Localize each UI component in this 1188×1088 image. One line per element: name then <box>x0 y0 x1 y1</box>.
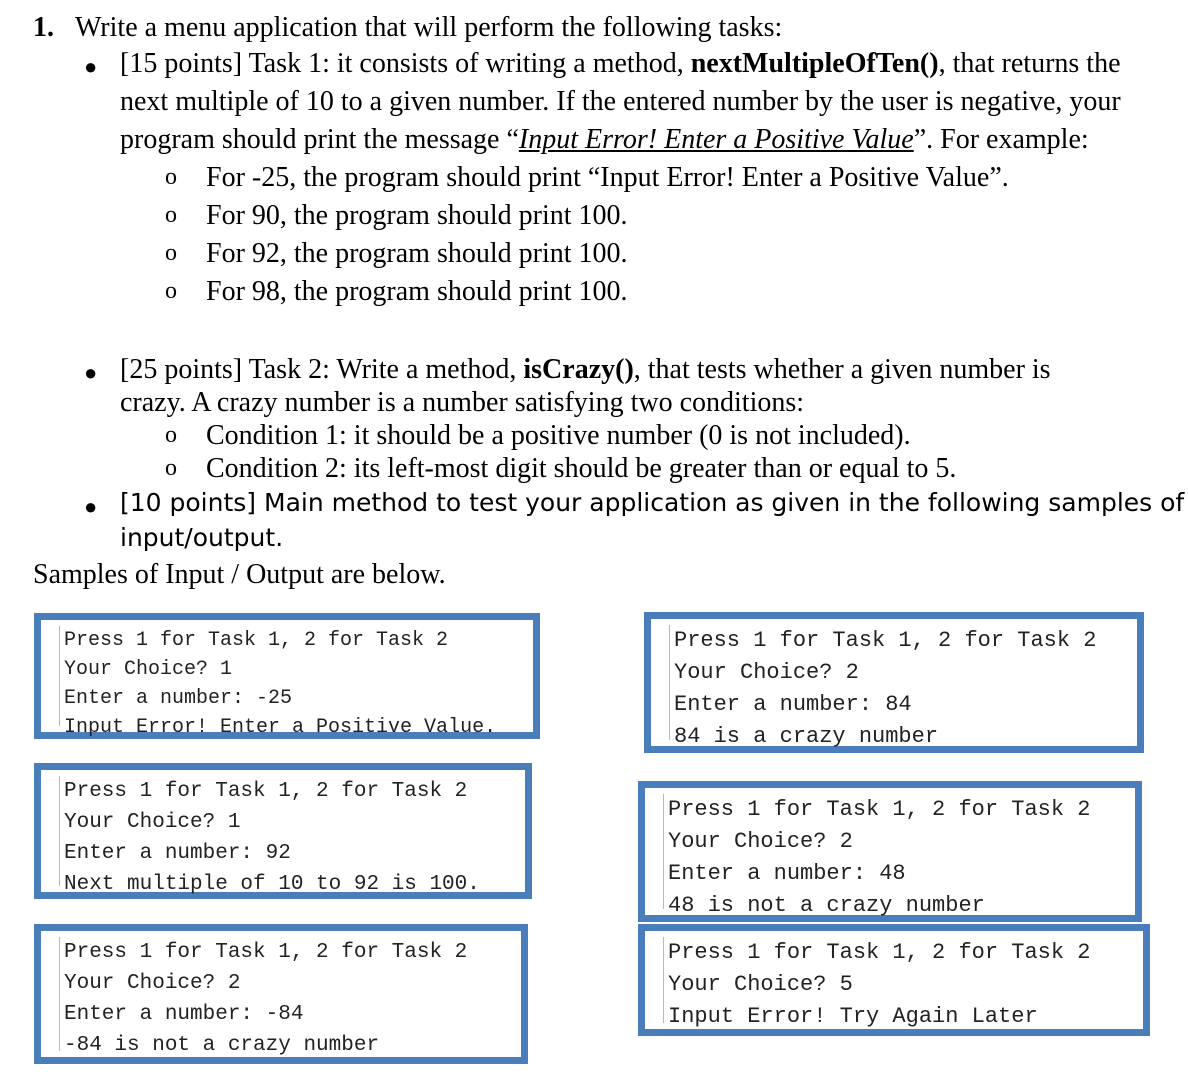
console-line: Press 1 for Task 1, 2 for Task 2 <box>64 780 468 803</box>
error-message: Input Error! Enter a Positive Value <box>518 124 914 155</box>
console-line: Press 1 for Task 1, 2 for Task 2 <box>64 941 468 964</box>
task2-method: isCrazy() <box>523 354 634 385</box>
console-line: Press 1 for Task 1, 2 for Task 2 <box>668 940 1091 965</box>
console-line: Your Choice? 1 <box>64 658 233 681</box>
console-line: Your Choice? 5 <box>668 972 853 997</box>
circle-bullet-icon: o <box>165 202 177 228</box>
task1-line3: program should print the message “Input Error! Enter a Positive Value”. For example: <box>120 124 1089 155</box>
console-line: Enter a number: 84 <box>674 692 912 717</box>
console-line: Press 1 for Task 1, 2 for Task 2 <box>674 628 1097 653</box>
task1-line2: next multiple of 10 to a given number. If the entered number by the user is negative, your <box>120 86 1121 117</box>
task1-example: For -25, the program should print “Input Error! Enter a Positive Value”. <box>206 162 1009 193</box>
sample-output-box <box>644 612 1144 753</box>
console-line: Your Choice? 1 <box>64 811 241 834</box>
task1-method: nextMultipleOfTen() <box>690 48 939 79</box>
sample-output-box <box>34 613 540 739</box>
sample-output-box <box>34 924 528 1064</box>
question-number: 1. <box>33 12 54 43</box>
task2-condition: Condition 2: its left-most digit should be greater than or equal to 5. <box>206 453 957 484</box>
bullet-icon: ● <box>84 360 98 385</box>
circle-bullet-icon: o <box>165 164 177 190</box>
bullet-icon: ● <box>84 54 98 79</box>
console-line: Press 1 for Task 1, 2 for Task 2 <box>668 797 1091 822</box>
task1-example: For 98, the program should print 100. <box>206 276 628 307</box>
task1-example: For 92, the program should print 100. <box>206 238 628 269</box>
task2-line1: [25 points] Task 2: Write a method, isCrazy(), that tests whether a given number is <box>120 354 1051 385</box>
console-line: 48 is not a crazy number <box>668 893 985 918</box>
circle-bullet-icon: o <box>165 278 177 304</box>
sample-output-box <box>638 924 1150 1036</box>
bullet-icon: ● <box>84 494 98 519</box>
console-line: Press 1 for Task 1, 2 for Task 2 <box>64 629 449 652</box>
main-line2: input/output. <box>120 523 284 552</box>
console-line: Your Choice? 2 <box>668 829 853 854</box>
question-intro: Write a menu application that will perform the following tasks: <box>75 12 783 43</box>
circle-bullet-icon: o <box>165 240 177 266</box>
sample-output-box <box>34 763 532 899</box>
console-line: Input Error! Enter a Positive Value. <box>64 716 497 739</box>
task2-condition: Condition 1: it should be a positive number (0 is not included). <box>206 420 911 451</box>
main-line1: [10 points] Main method to test your application as given in the following samples of <box>120 488 1185 517</box>
console-line: 84 is a crazy number <box>674 724 939 749</box>
circle-bullet-icon: o <box>165 455 177 481</box>
task1-line1: [15 points] Task 1: it consists of writing a method, nextMultipleOfTen(), that returns the <box>120 48 1121 79</box>
question-header <box>33 12 782 44</box>
circle-bullet-icon: o <box>165 422 177 448</box>
console-line: Enter a number: -84 <box>64 1003 304 1026</box>
console-line: -84 is not a crazy number <box>64 1034 380 1057</box>
console-line: Enter a number: 92 <box>64 842 291 865</box>
console-line: Input Error! Try Again Later <box>668 1004 1038 1029</box>
console-line: Next multiple of 10 to 92 is 100. <box>64 873 480 896</box>
sample-output-box <box>638 781 1142 922</box>
console-line: Enter a number: 48 <box>668 861 906 886</box>
console-line: Enter a number: -25 <box>64 687 293 710</box>
console-line: Your Choice? 2 <box>64 972 241 995</box>
task1-example: For 90, the program should print 100. <box>206 200 628 231</box>
task2-line2: crazy. A crazy number is a number satisfying two conditions: <box>120 387 805 418</box>
console-line: Your Choice? 2 <box>674 660 859 685</box>
samples-caption: Samples of Input / Output are below. <box>33 559 446 590</box>
